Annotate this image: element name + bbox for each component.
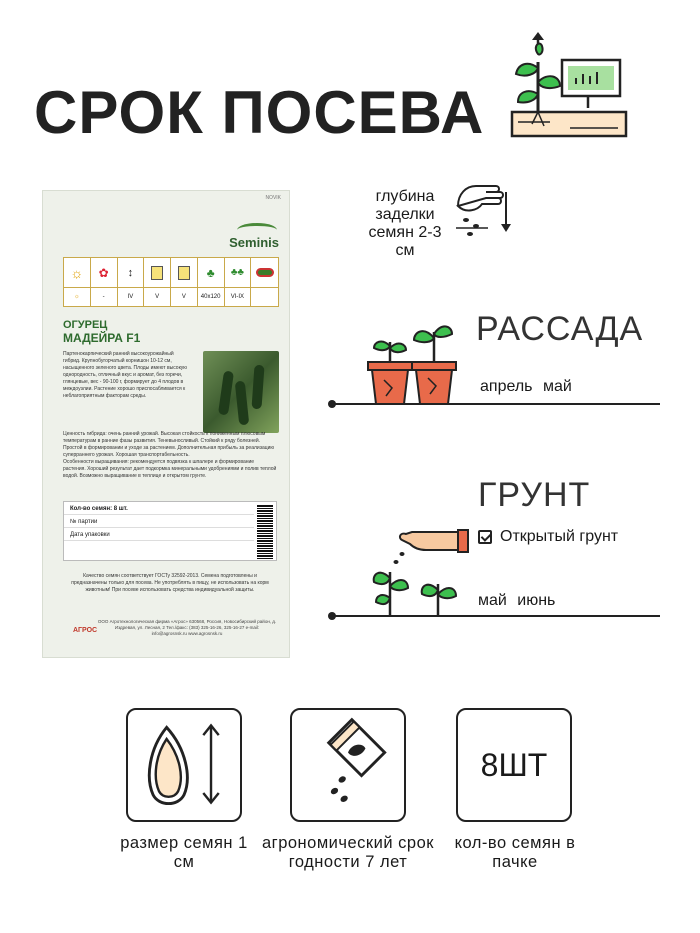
packet-batch-line: № партии: [64, 515, 254, 528]
rassada-months: апрель май: [480, 378, 572, 395]
packet-description: Партенокарпический ранний высокоурожайный гибрид. Крупнобугорчатый корнишон 10-12 см, насыщенного зеленого цвета. Плоды имеют высокую однородность, отличный вкус и аромат, без горечи, глянцевые, вес - 90-100 г, формирует до 4 плодов в междоузлии. Растение хорошо приспосабливается к неблагоприятным факторам среды.: [63, 351, 188, 399]
sprout-icon: ♣: [206, 265, 215, 280]
packet-icon-table: [63, 257, 279, 307]
seed-size-icon: [128, 710, 240, 820]
seed-count-caption: кол-во семян в пачке: [454, 834, 576, 871]
packet-pack-date-line: Дата упаковки: [64, 528, 254, 541]
packet-brand: Seminis: [229, 235, 279, 250]
packet-gost-text: Качество семян соответствует ГОСТу 32592-2013. Семена подготовлены и предназначены только для посева. Не употреблять в пищу, не использовать на корм животным! При посеве использовать средства индивидуальной защиты.: [71, 573, 269, 593]
grunt-title: ГРУНТ: [478, 476, 591, 514]
cucumber-icon: [256, 268, 274, 277]
open-ground-option: [478, 528, 618, 546]
packet-description-value: Ценность гибрида: очень ранний урожай. Высокая стойкость к пониженным плюсовым температурам в ранние фазы развития. Теневыносливый. Стойкий к ряду болезней. Простой в формировании и уходе за растением. Дополнительная прибыль за реализацию суперраннего урожая. Хорошая транспортабельность.: [63, 431, 275, 458]
packet-cell-value: V: [181, 294, 186, 300]
shelf-life-card: [290, 708, 406, 822]
agros-logo: АГРОС: [73, 627, 98, 634]
open-ground-label: Открытый грунт: [500, 528, 619, 545]
seed-pack-icon: [151, 266, 163, 280]
packet-cell-empty: [251, 288, 278, 306]
seedling-chart-icon: [510, 32, 630, 140]
packet-cell-value: 40x120: [200, 294, 221, 300]
rassada-timeline: [332, 403, 660, 405]
seed-size-caption: размер семян 1 см: [120, 834, 248, 871]
shelf-life-caption: агрономический срок годности 7 лет: [262, 834, 434, 871]
packet-cell-value: V: [155, 294, 160, 300]
packet-novik-label: NOVIK: [265, 195, 281, 201]
seed-packet-image: [42, 190, 290, 658]
sun-icon: ☼: [70, 264, 84, 281]
packet-cell-sun: ☼: [74, 294, 80, 300]
packet-cell-value: VI-IX: [230, 294, 245, 300]
seed-count-value: 8ШТ: [480, 746, 548, 783]
seed-pack-icon: [178, 266, 190, 280]
timeline-dot: [328, 612, 336, 620]
flower-icon: ✿: [98, 265, 109, 280]
seed-packet-icon: [292, 710, 404, 820]
packet-cell-value: -: [102, 294, 105, 300]
packet-growing-notes: Особенности выращивания: рекомендуется подвязка к шпалере и формирование растения. Хороший результат дает подкормка минеральными удобрениями и полив теплой водой. Возможно выращивание в теплице и открытом грунте.: [63, 459, 277, 479]
grunt-timeline: [332, 615, 660, 617]
depth-arrow-icon: ↕: [127, 266, 134, 279]
barcode: [257, 505, 273, 559]
rassada-title: РАССАДА: [476, 310, 644, 348]
sowing-depth-text: глубина заделки семян 2-3 см: [368, 188, 442, 259]
spacing-icon: ♣♣: [230, 267, 244, 278]
page-title: СРОК ПОСЕВА: [34, 79, 485, 146]
packet-cell-value: IV: [127, 294, 134, 300]
packet-variety: МАДЕЙРА F1: [63, 331, 141, 345]
packet-company-info: ООО Агротехнологическая фирма «Агрос» 630568, Россия, Новосибирский район, д. Издревая, ул. Лесная, 2 Тел./факс: (383) 325-16-26, 325-16-27 e-mail: info@agrosnsk.ru www.agrosnsk.ru: [97, 619, 277, 636]
packet-info-box: [63, 501, 277, 561]
checkbox-checked-icon: [478, 530, 492, 544]
packet-crop: ОГУРЕЦ: [63, 319, 108, 331]
hand-seeds-depth-icon: [452, 180, 514, 250]
seedling-pots-icon: [362, 316, 462, 408]
grunt-months: май июнь: [478, 592, 556, 609]
hand-planting-icon: [372, 528, 470, 618]
seed-size-card: [126, 708, 242, 822]
packet-count-line: Кол-во семян: 8 шт.: [64, 502, 254, 515]
cucumber-photo: [203, 351, 279, 433]
seed-count-card: [456, 708, 572, 822]
timeline-dot: [328, 400, 336, 408]
